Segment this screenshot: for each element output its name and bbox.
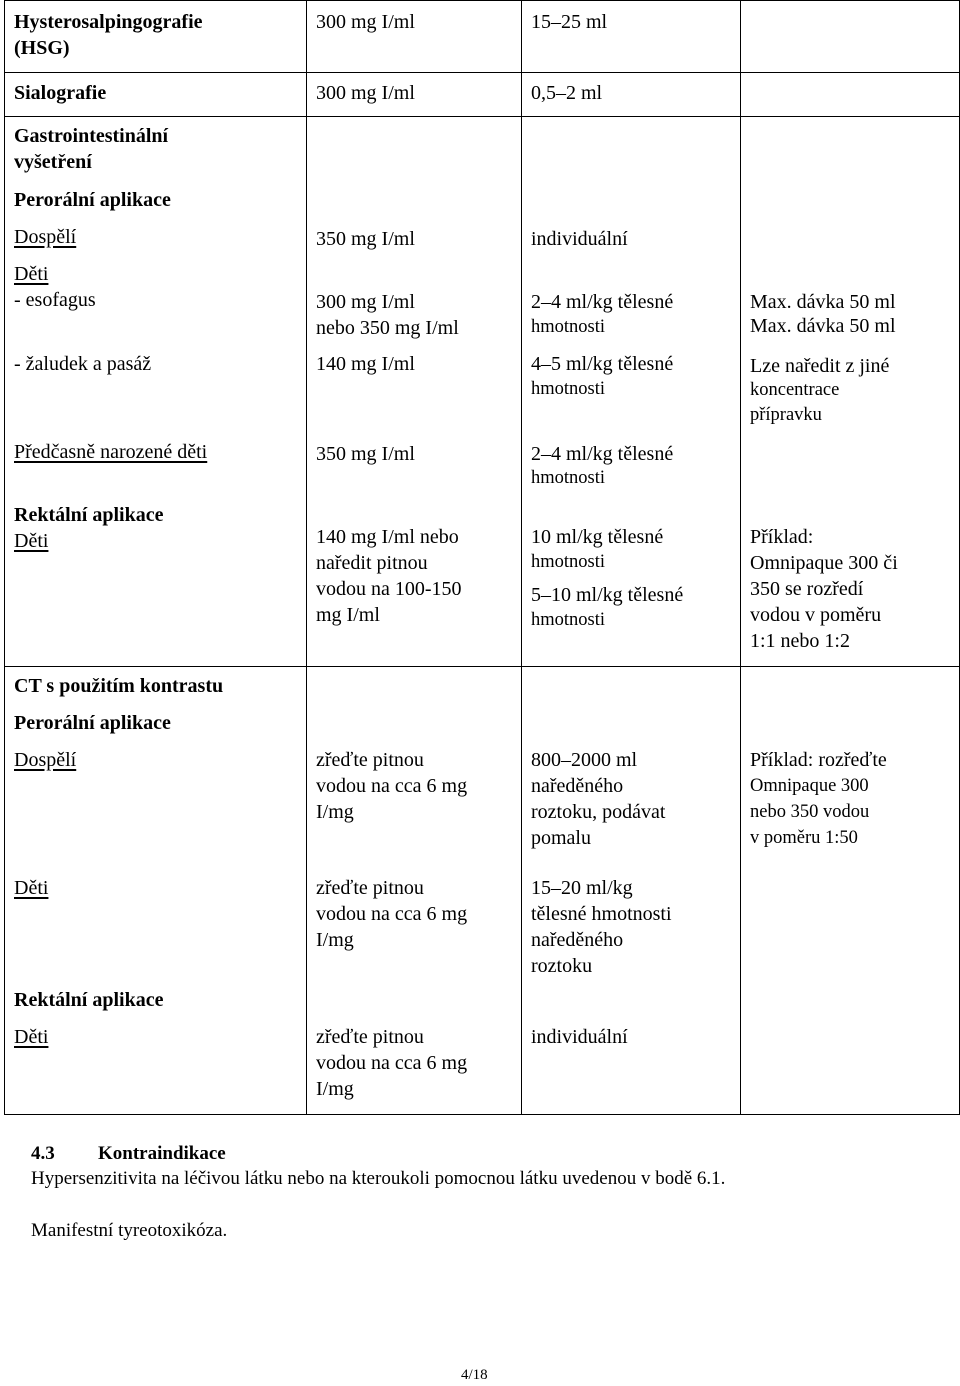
gi-oral-heading: Perorální aplikace [14,189,171,211]
sialo-label: Sialografie [14,82,107,104]
hsg-label-line1: Hysterosalpingografie [14,11,203,33]
stomach-concentration: 140 mg I/ml [316,353,415,375]
column-divider [306,0,307,1115]
hsg-volume: 15–25 ml [531,11,608,33]
ct-adults-note-line1: Příklad: rozřeďte [750,749,887,771]
rectal-note-line5: 1:1 nebo 1:2 [750,630,850,652]
premature-dose-line2: hmotnosti [531,468,606,488]
rectal-conc-line3: vodou na 100-150 [316,578,462,600]
ct-children-label: Děti [14,877,49,899]
esophagus-note-line1: Max. dávka 50 ml [750,291,896,313]
gi-adults-label: Dospělí [14,226,77,248]
stomach-note-line3: přípravku [750,405,822,425]
column-divider [521,0,522,1115]
rectal-note-line4: vodou v poměru [750,604,882,626]
gi-rectal-heading: Rektální aplikace [14,504,164,526]
ct-children-conc-line1: zřeďte pitnou [316,877,424,899]
gi-rectal-children: Děti [14,530,49,552]
table-border-top [4,0,960,1]
gi-heading-line1: Gastrointestinální [14,125,169,147]
ct-children-dose-line3: naředěného [531,929,624,951]
ct-adults-dose-line1: 800–2000 ml [531,749,638,771]
esophagus-label: - esofagus [14,289,96,311]
column-divider [740,0,741,1115]
ct-children-dose-line1: 15–20 ml/kg [531,877,633,899]
rectal-note-line2: Omnipaque 300 či [750,552,898,574]
ct-adults-conc-line2: vodou na cca 6 mg [316,775,468,797]
ct-adults-dose-line2: naředěného [531,775,624,797]
sialo-concentration: 300 mg I/ml [316,82,415,104]
hsg-concentration: 300 mg I/ml [316,11,415,33]
section-title: Kontraindikace [98,1143,226,1164]
section-paragraph-1: Hypersenzitivita na léčivou látku nebo na kteroukoli pomocnou látku uvedenou v bodě 6.1. [31,1168,726,1189]
row-divider [4,666,960,667]
rectal-dose2-line2: hmotnosti [531,610,606,630]
rectal-conc-line4: mg I/ml [316,604,380,626]
ct-rectal-children: Děti [14,1026,49,1048]
rectal-note-line3: 350 se rozředí [750,578,864,600]
ct-children-conc-line2: vodou na cca 6 mg [316,903,468,925]
esophagus-conc-line2: nebo 350 mg I/ml [316,317,459,339]
sialo-volume: 0,5–2 ml [531,82,603,104]
esophagus-conc-line1: 300 mg I/ml [316,291,415,313]
section-number: 4.3 [31,1143,55,1164]
ct-adults-dose-line4: pomalu [531,827,591,849]
stomach-dose-line1: 4–5 ml/kg tělesné [531,353,674,375]
gi-heading-line2: vyšetření [14,151,92,173]
premature-concentration: 350 mg I/ml [316,443,415,465]
esophagus-note-line2: Max. dávka 50 ml [750,315,896,337]
ct-heading: CT s použitím kontrastu [14,675,224,697]
stomach-label: - žaludek a pasáž [14,353,152,375]
stomach-dose-line2: hmotnosti [531,379,606,399]
esophagus-dose-line1: 2–4 ml/kg tělesné [531,291,674,313]
gi-adults-dose: individuální [531,228,628,250]
rectal-dose1-line1: 10 ml/kg tělesné [531,526,664,548]
esophagus-dose-line2: hmotnosti [531,317,606,337]
ct-children-conc-line3: I/mg [316,929,354,951]
hsg-label-line2: (HSG) [14,37,70,59]
premature-label: Předčasně narozené děti [14,441,208,463]
ct-oral-heading: Perorální aplikace [14,712,171,734]
gi-adults-concentration: 350 mg I/ml [316,228,415,250]
rectal-dose1-line2: hmotnosti [531,552,606,572]
rectal-note-line1: Příklad: [750,526,814,548]
ct-children-dose-line4: roztoku [531,955,593,977]
stomach-note-line2: koncentrace [750,380,840,400]
table-border-bottom [4,1114,960,1115]
premature-dose-line1: 2–4 ml/kg tělesné [531,443,674,465]
ct-adults-note-line4: v poměru 1:50 [750,828,858,848]
stomach-note-line1: Lze naředit z jiné [750,355,890,377]
table-border-left [4,0,5,1115]
ct-adults-label: Dospělí [14,749,77,771]
ct-rectal-dose: individuální [531,1026,628,1048]
ct-children-dose-line2: tělesné hmotnosti [531,903,672,925]
rectal-dose2-line1: 5–10 ml/kg tělesné [531,584,684,606]
ct-adults-note-line2: Omnipaque 300 [750,776,869,796]
ct-rectal-conc-line3: I/mg [316,1078,354,1100]
section-paragraph-2: Manifestní tyreotoxikóza. [31,1220,228,1241]
ct-rectal-conc-line1: zřeďte pitnou [316,1026,424,1048]
ct-rectal-conc-line2: vodou na cca 6 mg [316,1052,468,1074]
ct-adults-note-line3: nebo 350 vodou [750,802,870,822]
gi-children-label: Děti [14,263,49,285]
ct-adults-conc-line3: I/mg [316,801,354,823]
row-divider [4,116,960,117]
rectal-conc-line1: 140 mg I/ml nebo [316,526,459,548]
ct-adults-conc-line1: zřeďte pitnou [316,749,424,771]
ct-adults-dose-line3: roztoku, podávat [531,801,666,823]
ct-rectal-heading: Rektální aplikace [14,989,164,1011]
rectal-conc-line2: naředit pitnou [316,552,428,574]
page-number: 4/18 [461,1367,488,1383]
row-divider [4,72,960,73]
